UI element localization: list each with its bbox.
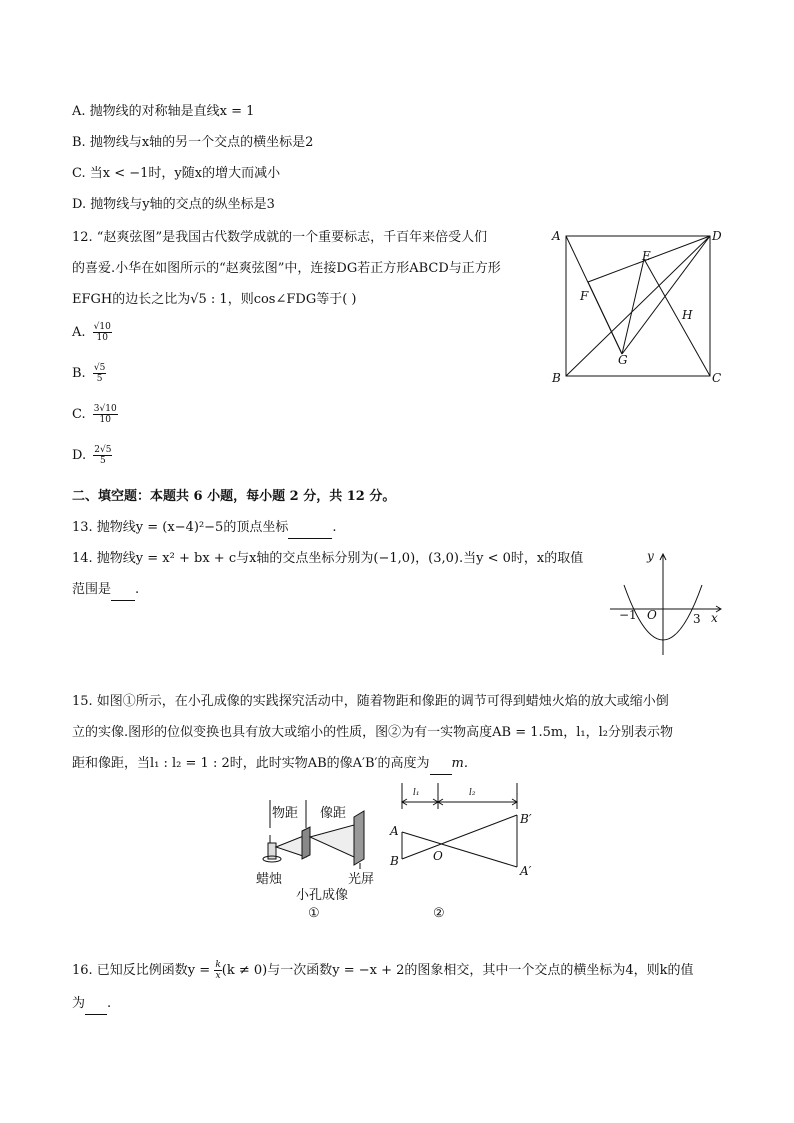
q15-text: 距和像距，当l₁ : l₂ = 1 : 2时，此时实物AB的像A′B′的高度为: [72, 756, 430, 771]
label-f: F: [580, 289, 589, 303]
q16-post: (k ≠ 0)与一次函数y = −x + 2的图象相交，其中一个交点的横坐标为4，则k的值: [221, 963, 694, 978]
similar-triangles-figure: [385, 777, 545, 922]
label-x: x: [711, 611, 718, 625]
q14-text: 范围是: [72, 582, 112, 597]
q12-stem-line1: 12. “赵爽弦图”是我国古代数学成就的一个重要标志，千百年来倍受人们: [72, 230, 488, 245]
answer-blank: [111, 580, 135, 601]
label-lazhu: 蜡烛: [256, 872, 283, 887]
q11-option-b: B. 抛物线与x轴的另一个交点的横坐标是2: [72, 135, 314, 150]
q16-stem-line1: [72, 960, 694, 981]
label-a: A: [390, 824, 399, 838]
q12-option-b: [72, 363, 106, 384]
fraction-denominator: x: [215, 971, 221, 981]
q11-option-a: A. 抛物线的对称轴是直线x = 1: [72, 104, 255, 119]
q12-option-d: [72, 445, 112, 466]
screen-board: [354, 811, 364, 865]
q15-end: m.: [451, 756, 468, 771]
label-caption: 小孔成像: [296, 888, 349, 903]
answer-blank: [288, 518, 332, 539]
segment-bd: [566, 236, 710, 376]
option-fraction: [93, 322, 112, 343]
label-l1: l₁: [413, 788, 420, 798]
label-l2: l₂: [469, 788, 476, 798]
q13-stem: [72, 518, 336, 539]
k-over-x-fraction: [214, 960, 221, 981]
fraction-numerator: 2√5: [94, 445, 112, 455]
label-a: A: [552, 229, 561, 243]
label-g: G: [618, 353, 628, 367]
q12-option-a: [72, 322, 112, 343]
fraction-numerator: 3√10: [93, 404, 117, 414]
q15-stem-line2: 立的实像.图形的位似变换也具有放大或缩小的性质，图②为有一实物高度AB = 1.5m，l₁，l₂分别表示物: [72, 725, 673, 740]
option-letter: C.: [72, 407, 86, 422]
q16-pre: 16. 已知反比例函数y =: [72, 963, 215, 978]
fraction-denominator: 5: [96, 374, 103, 384]
q15-stem-line3: [72, 754, 468, 775]
label-xiangju: 像距: [320, 806, 347, 821]
fraction-numerator: k: [215, 960, 221, 970]
option-letter: D.: [72, 448, 87, 463]
segment-fg: [588, 282, 622, 354]
q11-option-d: D. 抛物线与y轴的交点的纵坐标是3: [72, 197, 275, 212]
answer-blank: [85, 994, 107, 1015]
option-fraction: [93, 363, 106, 384]
fraction-numerator: √5: [93, 363, 106, 373]
label-neg1: −1: [619, 608, 637, 622]
label-e: E: [642, 249, 651, 263]
label-b: B: [390, 854, 399, 868]
q14-stem-line2: [72, 580, 139, 601]
label-wuju: 物距: [272, 806, 299, 821]
label-origin: O: [647, 608, 657, 622]
q16-stem-line2: [72, 994, 111, 1015]
label-y: y: [647, 549, 654, 563]
q13-text: 13. 抛物线y = (x−4)²−5的顶点坐标: [72, 520, 289, 535]
option-letter: A.: [72, 325, 86, 340]
q11-option-c: C. 当x < −1时，y随x的增大而减小: [72, 166, 281, 181]
q12-stem-line3: EFGH的边长之比为√5 : 1，则cos∠FDG等于( ): [72, 292, 357, 307]
label-bprime: B′: [520, 812, 532, 826]
label-aprime: A′: [520, 864, 532, 878]
parabola-graph: [605, 545, 730, 660]
label-c: C: [712, 371, 722, 385]
q16-text: 为: [72, 996, 86, 1011]
fraction-denominator: 5: [99, 456, 106, 466]
pinhole-board: [302, 827, 310, 859]
label-fig1-num: ①: [308, 906, 320, 920]
q16-end: .: [107, 996, 112, 1011]
label-guangping: 光屏: [348, 872, 375, 887]
fraction-denominator: 10: [99, 415, 111, 425]
fraction-denominator: 10: [96, 333, 108, 343]
option-fraction: [93, 445, 112, 466]
zhao-shuang-figure: [548, 226, 728, 386]
label-b: B: [552, 371, 561, 385]
q12-stem-line2: 的喜爱.小华在如图所示的“赵爽弦图”中，连接DG若正方形ABCD与正方形: [72, 261, 501, 276]
q14-end: .: [135, 582, 140, 597]
fraction-numerator: √10: [93, 322, 111, 332]
q14-stem-line1: 14. 抛物线y = x² + bx + c与x轴的交点坐标分别为(−1,0)，(3,0).当y < 0时，x的取值: [72, 551, 584, 566]
label-h: H: [682, 308, 693, 322]
q12-option-c: [72, 404, 118, 425]
q15-stem-line1: 15. 如图①所示，在小孔成像的实践探究活动中，随着物距和像距的调节可得到蜡烛火焰的放大或缩小倒: [72, 694, 669, 709]
label-d: D: [712, 229, 722, 243]
option-letter: B.: [72, 366, 86, 381]
section-heading: 二、填空题：本题共 6 小题，每小题 2 分，共 12 分。: [72, 489, 396, 504]
label-fig2-num: ②: [433, 906, 445, 921]
label-o: O: [433, 849, 443, 863]
pinhole-figure: [250, 795, 390, 920]
light-rays-out: [310, 825, 354, 857]
label-3: 3: [693, 612, 701, 626]
segment-ce: [644, 259, 710, 376]
answer-blank: [430, 754, 452, 775]
option-fraction: [93, 404, 118, 425]
q13-end: .: [332, 520, 337, 535]
